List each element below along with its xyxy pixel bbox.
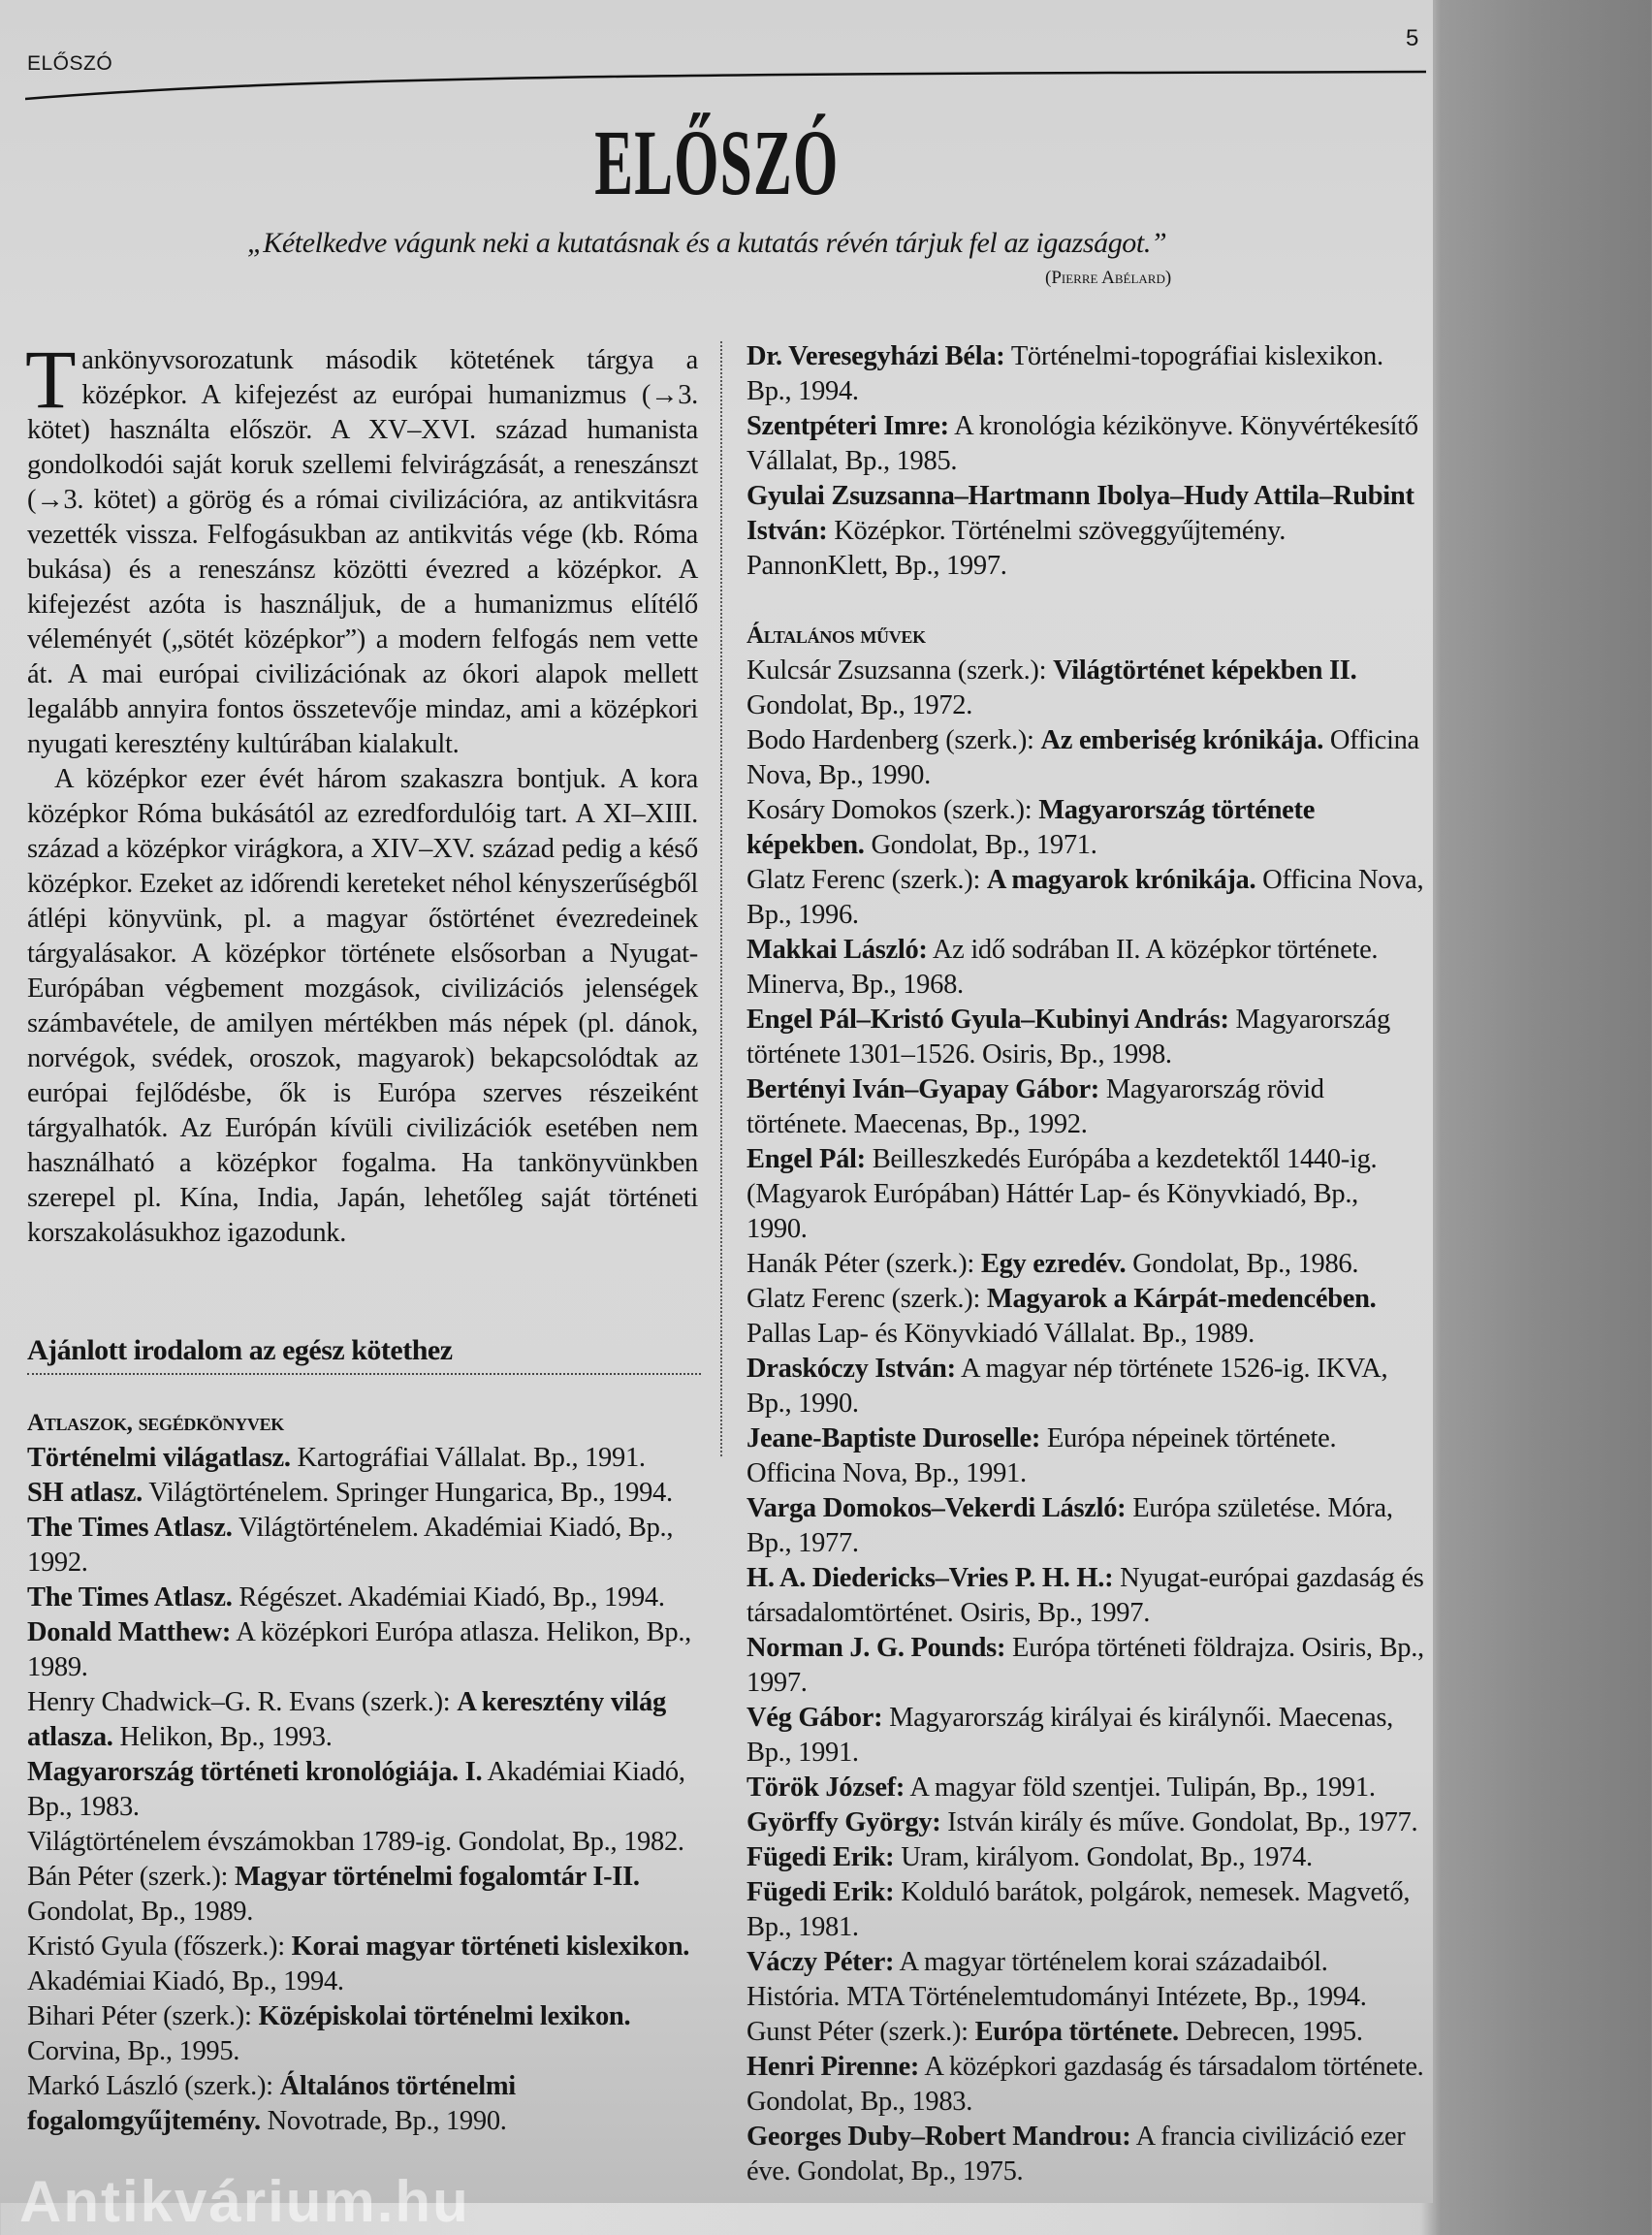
reference-text: Gondolat, Bp., 1989.: [27, 1897, 254, 1927]
reference-title-bold: Varga Domokos–Vekerdi László:: [747, 1493, 1127, 1523]
epigraph-quote: „Kételkedve vágunk neki a kutatásnak és a kutatás révén tárjuk fel az igazságot.”: [247, 227, 1167, 259]
drop-cap: T: [25, 333, 77, 426]
reference-text: Középkor. Történelmi szöveggyűjtemény. PannonKlett, Bp., 1997.: [747, 516, 1287, 581]
reference-entry: [747, 654, 1425, 723]
reference-text: Történelmi-topográfiai kislexikon. Bp., 1994.: [747, 341, 1383, 406]
reference-text: Helikon, Bp., 1993.: [112, 1722, 333, 1752]
reference-text: Hanák Péter (szerk.):: [747, 1249, 981, 1279]
reference-text: Magyarország története 1301–1526. Osiris, Bp., 1998.: [747, 1005, 1390, 1070]
reference-text: Officina Nova, Bp., 1996.: [747, 865, 1424, 930]
references-left-column: [27, 1406, 706, 2139]
reference-title-bold: Magyar történelmi fogalomtár I-II.: [235, 1862, 640, 1892]
running-header: ELŐSZÓ: [27, 52, 113, 75]
reference-text: Magyarország rövid története. Maecenas, Bp., 1992.: [747, 1074, 1324, 1139]
reference-title-bold: H. A. Diedericks–Vries P. H. H.:: [747, 1563, 1114, 1593]
reference-entry: [27, 1825, 706, 1860]
reference-title-bold: Magyarország történeti kronológiája. I.: [27, 1757, 483, 1787]
references-right-column: [747, 339, 1425, 2189]
reference-text: Nyugat-európai gazdaság és társadalomtörténet. Osiris, Bp., 1997.: [747, 1563, 1424, 1628]
reference-entry: [27, 1930, 706, 1999]
reference-list: [747, 339, 1425, 584]
page-number: 5: [1406, 25, 1419, 51]
reference-text: Az idő sodrában II. A középkor története. Minerva, Bp., 1968.: [747, 935, 1379, 1000]
reference-title-bold: Donald Matthew:: [27, 1617, 232, 1647]
reference-entry: [747, 1491, 1425, 1561]
reference-entry: [747, 1282, 1425, 1352]
reference-text: Kartográfiai Vállalat. Bp., 1991.: [290, 1443, 646, 1473]
reference-entry: [747, 1701, 1425, 1771]
reference-entry: [27, 1615, 706, 1685]
reference-text: Kosáry Domokos (szerk.):: [747, 795, 1039, 825]
reference-entry: [27, 1476, 706, 1511]
reference-title-bold: Történelmi világatlasz.: [27, 1443, 291, 1473]
reference-list: [27, 1441, 706, 2139]
reference-title-bold: Fügedi Erik:: [747, 1842, 895, 1872]
reference-entry: [747, 409, 1425, 479]
reference-entry: [747, 1003, 1425, 1072]
reference-text: A magyar történelem korai századaiból. História. MTA Történelemtudományi Intézete, Bp., 1994.: [747, 1947, 1367, 2012]
reference-entry: [747, 1631, 1425, 1701]
section-heading-atlases: Atlaszok, segédkönyvek: [27, 1410, 285, 1436]
reference-text: A magyar nép története 1526-ig. IKVA, Bp., 1990.: [747, 1354, 1388, 1419]
reference-text: István király és műve. Gondolat, Bp., 1977.: [940, 1807, 1418, 1837]
paragraph-text: ankönyvsorozatunk második kötetének tárgya a középkor. A kifejezést az európai humanizmus (→3. kötet) használta először. A XV–XVI. század humanista gondolkodói saját koruk szellemi felvirágzását, a reneszánszt (→3. kötet) a görög és a római civilizációra, az antikvitásra vezették vissza. Felfogásukban az antikvitás vége (kb. Róma bukása) és a reneszánsz közötti évezred a középkor. A kifejezést azóta is használjuk, de a humanizmus elítélő véleményét („sötét középkor”) a modern felfogás nem vette át. A mai európai civilizációnak az ókori alapok mellett legalább annyira fontos összetevője mindaz, ami a középkori nyugati keresztény kultúrában kialakult.: [27, 345, 698, 759]
reference-title-bold: Török József:: [747, 1772, 905, 1803]
reference-title-bold: Egy ezredév.: [980, 1249, 1127, 1279]
reference-text: Bodo Hardenberg (szerk.):: [747, 725, 1041, 755]
reference-title-bold: Váczy Péter:: [747, 1947, 895, 1977]
reference-text: Henry Chadwick–G. R. Evans (szerk.):: [27, 1687, 458, 1717]
reference-entry: [747, 1875, 1425, 1945]
reference-entry: [27, 1441, 706, 1476]
reference-entry: [747, 723, 1425, 793]
reference-entry: [747, 2015, 1425, 2050]
page-title: ELŐSZÓ: [594, 111, 840, 214]
reference-text: A kronológia kézikönyve. Könyvértékesítő Vállalat, Bp., 1985.: [747, 411, 1418, 476]
reference-title-bold: Magyarok a Kárpát-medencében.: [986, 1284, 1377, 1314]
epigraph-author: (Pierre Abélard): [1045, 268, 1172, 288]
reference-text: Glatz Ferenc (szerk.):: [747, 865, 987, 895]
reference-title-bold: A magyarok krónikája.: [986, 865, 1256, 895]
reference-entry: [747, 2050, 1425, 2120]
reference-title-bold: Középiskolai történelmi lexikon.: [258, 2001, 631, 2031]
reference-text: A magyar föld szentjei. Tulipán, Bp., 1991.: [905, 1772, 1376, 1803]
watermark: Antikvárium.hu: [19, 2169, 470, 2234]
reference-entry: [27, 1580, 706, 1615]
reference-title-bold: Györffy György:: [747, 1807, 941, 1837]
reference-title-bold: Általános történelmi fogalomgyűjtemény.: [27, 2071, 516, 2136]
reference-entry: [747, 479, 1425, 584]
reference-entry: [747, 863, 1425, 933]
reference-text: Beilleszkedés Európába a kezdetektől 1440-ig. (Magyarok Európában) Háttér Lap- és Könyvkiadó, Bp., 1990.: [747, 1144, 1378, 1244]
reference-title-bold: Norman J. G. Pounds:: [747, 1633, 1006, 1663]
reference-text: Bán Péter (szerk.):: [27, 1862, 235, 1892]
reference-entry: [747, 1352, 1425, 1421]
reference-list: [747, 654, 1425, 2189]
reference-text: Kristó Gyula (főszerk.):: [27, 1932, 292, 1962]
reference-text: Európa történeti földrajza. Osiris, Bp., 1997.: [747, 1633, 1424, 1698]
reference-text: Akadémiai Kiadó, Bp., 1994.: [27, 1966, 344, 1996]
reference-text: Világtörténelem évszámokban 1789-ig. Gondolat, Bp., 1982.: [27, 1827, 684, 1857]
reference-entry: [747, 933, 1425, 1003]
reference-title-bold: Engel Pál–Kristó Gyula–Kubinyi András:: [747, 1005, 1229, 1035]
references-heading: Ajánlott irodalom az egész kötethez: [27, 1334, 701, 1375]
reference-text: Európa népeinek története. Officina Nova, Bp., 1991.: [747, 1423, 1337, 1488]
reference-title-bold: Fügedi Erik:: [747, 1877, 895, 1907]
reference-text: Magyarország királyai és királynői. Maecenas, Bp., 1991.: [747, 1703, 1393, 1768]
section-heading-general: Általános művek: [747, 623, 926, 649]
reference-entry: [747, 793, 1425, 863]
reference-title-bold: Georges Duby–Robert Mandrou:: [747, 2122, 1131, 2152]
reference-text: A francia civilizáció ezer éve. Gondolat, Bp., 1975.: [747, 2122, 1406, 2187]
reference-title-bold: Az emberiség krónikája.: [1040, 725, 1324, 755]
reference-text: Officina Nova, Bp., 1990.: [747, 725, 1419, 790]
reference-title-bold: Korai magyar történeti kislexikon.: [291, 1932, 690, 1962]
reference-text: Gondolat, Bp., 1972.: [747, 690, 973, 720]
reference-entry: [747, 1142, 1425, 1247]
reference-entry: [27, 2069, 706, 2139]
reference-text: Világtörténelem. Springer Hungarica, Bp., 1994.: [142, 1478, 673, 1508]
reference-title-bold: Szentpéteri Imre:: [747, 411, 949, 441]
reference-title-bold: Magyarország története képekben.: [747, 795, 1316, 860]
reference-text: Kulcsár Zsuzsanna (szerk.):: [747, 655, 1054, 686]
reference-title-bold: Draskóczy István:: [747, 1354, 956, 1384]
reference-title-bold: Engel Pál:: [747, 1144, 866, 1174]
reference-title-bold: Vég Gábor:: [747, 1703, 883, 1733]
body-paragraph: A középkor ezer évét három szakaszra bontjuk. A kora középkor Róma bukásától az ezredfordulóig tart. A XI–XIII. század a középkor virágkora, a XIV–XV. század pedig a késő középkor. Ezeket az időrendi kereteket néhol kényszerűségből átlépi könyvünk, pl. a magyar őstörténet évezredeinek tárgyalásakor. A középkor története elsősorban a Nyugat-Európában végbement mozgások, civilizációs jelenségek számbavétele, de amilyen mértékben más népek (pl. dánok, norvégok, svédek, oroszok, magyarok) bekapcsolódtak az európai fejlődésbe, ők is Európa szerves részeiként tárgyalhatók. Az Európán kívüli civilizációk esetében nem használható a középkor fogalma. Ha tankönyvünkben szerepel pl. Kína, India, Japán, lehetőleg saját történeti korszakolásukhoz igazodunk.: [27, 764, 698, 1248]
reference-text: A középkori gazdaság és társadalom története. Gondolat, Bp., 1983.: [747, 2052, 1424, 2117]
reference-title-bold: Világtörténet képekben II.: [1053, 655, 1357, 686]
reference-title-bold: Makkai László:: [747, 935, 928, 965]
reference-entry: [27, 1511, 706, 1580]
reference-text: Corvina, Bp., 1995.: [27, 2036, 240, 2066]
reference-text: Gondolat, Bp., 1986.: [1126, 1249, 1359, 1279]
reference-title-bold: Dr. Veresegyházi Béla:: [747, 341, 1005, 371]
reference-entry: [747, 1771, 1425, 1805]
reference-entry: [27, 1999, 706, 2069]
reference-entry: [747, 1247, 1425, 1282]
reference-title-bold: SH atlasz.: [27, 1478, 143, 1508]
reference-text: Gunst Péter (szerk.):: [747, 2017, 975, 2047]
reference-entry: [747, 339, 1425, 409]
reference-title-bold: Európa története.: [974, 2017, 1179, 2047]
reference-entry: [747, 1072, 1425, 1142]
reference-entry: [747, 2120, 1425, 2189]
reference-text: Glatz Ferenc (szerk.):: [747, 1284, 987, 1314]
reference-title-bold: A keresztény világ atlasza.: [27, 1687, 666, 1752]
reference-title-bold: Bertényi Iván–Gyapay Gábor:: [747, 1074, 1099, 1104]
reference-entry: [747, 1805, 1425, 1840]
reference-entry: [747, 1840, 1425, 1875]
reference-text: Markó László (szerk.):: [27, 2071, 280, 2101]
body-column: [25, 333, 698, 1251]
reference-text: Kolduló barátok, polgárok, nemesek. Magvető, Bp., 1981.: [747, 1877, 1411, 1942]
reference-entry: [747, 1945, 1425, 2015]
reference-text: Akadémiai Kiadó, Bp., 1983.: [27, 1757, 685, 1822]
reference-title-bold: Henri Pirenne:: [747, 2052, 920, 2082]
reference-title-bold: The Times Atlasz.: [27, 1513, 233, 1543]
reference-text: Novotrade, Bp., 1990.: [260, 2106, 507, 2136]
body-paragraph: [25, 333, 698, 762]
reference-text: Bihari Péter (szerk.):: [27, 2001, 259, 2031]
reference-text: Gondolat, Bp., 1971.: [864, 830, 1097, 860]
reference-entry: [27, 1860, 706, 1930]
reference-text: A középkori Európa atlasza. Helikon, Bp., 1989.: [27, 1617, 691, 1682]
reference-entry: [27, 1755, 706, 1825]
reference-entry: [747, 1561, 1425, 1631]
reference-entry: [747, 1421, 1425, 1491]
reference-text: Uram, királyom. Gondolat, Bp., 1974.: [894, 1842, 1313, 1872]
header-rule: [25, 68, 1426, 101]
reference-title-bold: Jeane-Baptiste Duroselle:: [747, 1423, 1041, 1453]
reference-title-bold: The Times Atlasz.: [27, 1582, 233, 1612]
reference-text: Pallas Lap- és Könyvkiadó Vállalat. Bp., 1989.: [747, 1319, 1255, 1349]
column-divider: [720, 341, 722, 1456]
reference-title-bold: Gyulai Zsuzsanna–Hartmann Ibolya–Hudy Attila–Rubint István:: [747, 481, 1414, 546]
reference-entry: [27, 1685, 706, 1755]
reference-text: Régészet. Akadémiai Kiadó, Bp., 1994.: [232, 1582, 665, 1612]
reference-text: Világtörténelem. Akadémiai Kiadó, Bp., 1992.: [27, 1513, 674, 1578]
reference-text: Debrecen, 1995.: [1178, 2017, 1363, 2047]
reference-text: Európa születése. Móra, Bp., 1977.: [747, 1493, 1393, 1558]
